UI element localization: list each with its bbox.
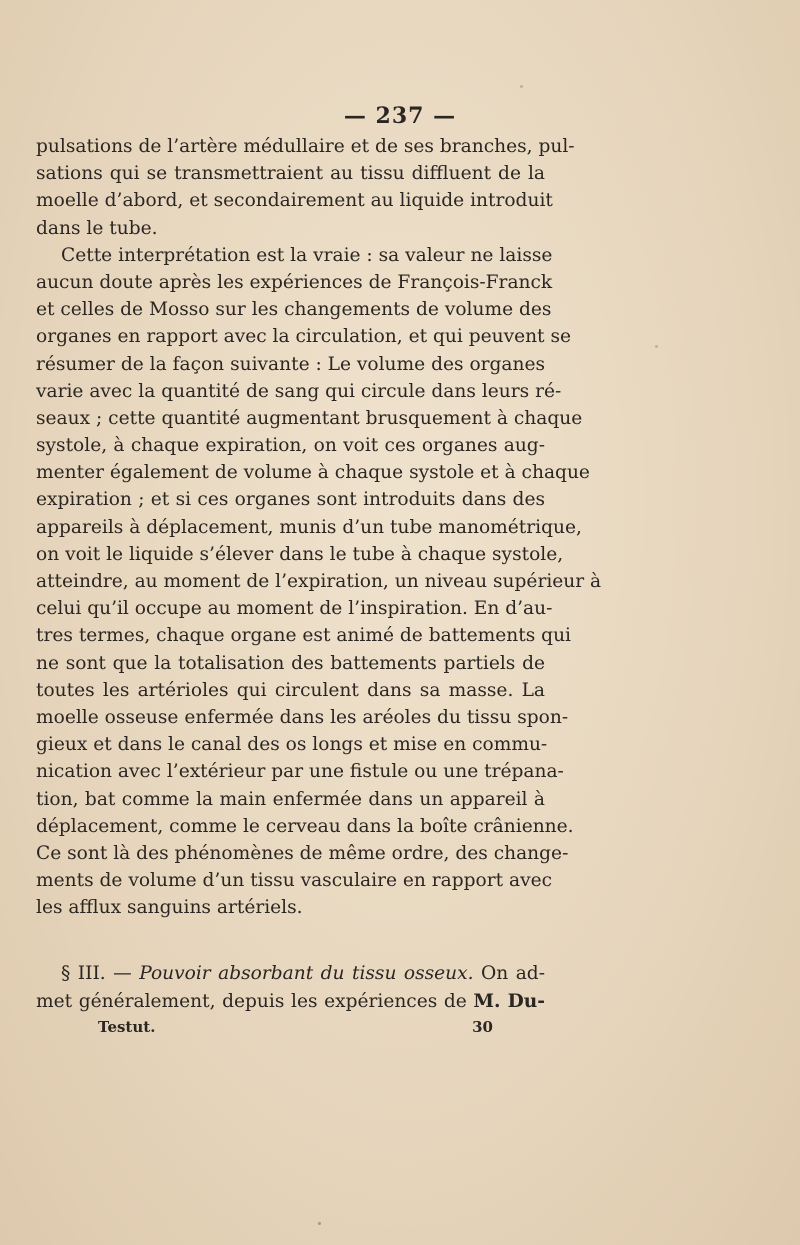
paragraph-1 (36, 133, 575, 242)
paper-speck (520, 85, 523, 88)
text-line: Cette interprétation est la vraie : sa valeur ne laisse (61, 244, 553, 266)
text-line: moelle d’abord, et secondairement au liquide introduit (36, 190, 553, 212)
text-line: dans le tube. (36, 217, 158, 239)
text-line: tion, bat comme la main enfermée dans un appareil à (36, 788, 545, 810)
sheet-number: 30 (472, 1018, 493, 1036)
section-heading-line-1 (36, 960, 545, 987)
text-line: pulsations de l’artère médullaire et de ses branches, pul- (36, 136, 575, 157)
text-line: et celles de Mosso sur les changements de volume des (36, 299, 552, 321)
text-line: toutes les artérioles qui circulent dans sa masse. La (36, 679, 545, 701)
text-line: varie avec la quantité de sang qui circule dans leurs ré- (36, 380, 562, 402)
text-line: appareils à déplacement, munis d’un tube manométrique, (36, 516, 582, 538)
printer-signature: Testut. (98, 1018, 156, 1036)
text-line: résumer de la façon suivante : Le volume des organes (36, 353, 546, 375)
text-line: expiration ; et si ces organes sont introduits dans des (36, 489, 545, 511)
section-line-2: met généralement, depuis les expériences de (36, 990, 467, 1012)
text-line: sations qui se transmettraient au tissu diffluent de la (36, 163, 545, 185)
text-line: seaux ; cette quantité augmentant brusquement à chaque (36, 407, 583, 429)
paper-speck (318, 1222, 321, 1225)
text-line: nication avec l’extérieur par une fistule ou une trépana- (36, 761, 564, 783)
text-line: Ce sont là des phénomènes de même ordre, des change- (36, 842, 569, 864)
section-author-name: M. Du- (473, 990, 545, 1012)
text-line: organes en rapport avec la circulation, et qui peuvent se (36, 326, 571, 348)
paragraph-2 (36, 242, 602, 922)
paper-speck (655, 345, 658, 348)
section-number: § III. — (61, 963, 132, 985)
section-heading (36, 960, 545, 1014)
text-line: aucun doute après les expériences de François-Franck (36, 271, 553, 293)
section-text-start: On ad- (481, 963, 545, 985)
text-line: ments de volume d’un tissu vasculaire en rapport avec (36, 870, 553, 892)
body-text (36, 133, 602, 1015)
text-line: tres termes, chaque organe est animé de battements qui (36, 625, 571, 647)
text-line: déplacement, comme le cerveau dans la boîte crânienne. (36, 815, 574, 837)
page-footer (98, 1018, 493, 1036)
text-line: menter également de volume à chaque systole et à chaque (36, 462, 590, 484)
text-line: moelle osseuse enfermée dans les aréoles du tissu spon- (36, 706, 569, 728)
text-line: systole, à chaque expiration, on voit ces organes aug- (36, 435, 545, 457)
text-line: atteindre, au moment de l’expiration, un niveau supérieur à (36, 571, 602, 592)
section-heading-line-2 (36, 988, 545, 1015)
text-line: celui qu’il occupe au moment de l’inspiration. En d’au- (36, 598, 553, 620)
text-line: gieux et dans le canal des os longs et mise en commu- (36, 734, 548, 756)
page-number: — 237 — (343, 103, 457, 129)
text-line: ne sont que la totalisation des battements partiels de (36, 652, 545, 674)
section-gap (36, 921, 545, 960)
text-line: les afflux sanguins artériels. (36, 897, 303, 919)
section-title: Pouvoir absorbant du tissu osseux. (139, 963, 474, 985)
text-line: on voit le liquide s’élever dans le tube à chaque systole, (36, 543, 564, 565)
